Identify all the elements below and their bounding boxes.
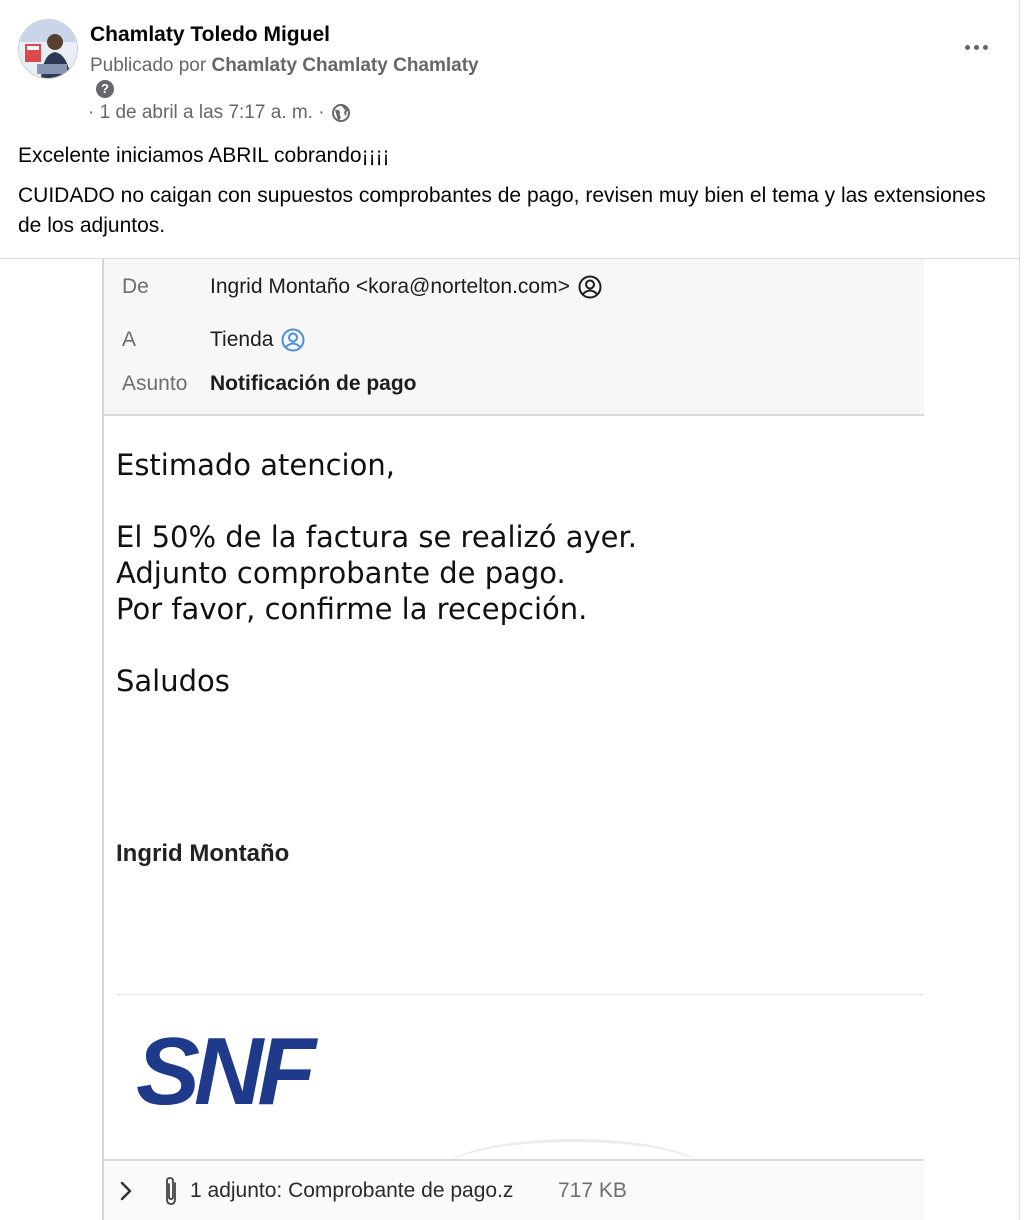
- globe-icon: [331, 103, 351, 123]
- post-caption-line1: Excelente iniciamos ABRIL cobrando¡¡¡¡: [18, 144, 390, 167]
- email-line1: El 50% de la factura se realizó ayer.: [116, 520, 637, 554]
- company-logo: SNF: [136, 1018, 310, 1125]
- from-value-text: Ingrid Montaño <kora@nortelton.com>: [210, 275, 570, 298]
- published-by: [90, 55, 479, 77]
- question-icon[interactable]: ?: [96, 80, 114, 98]
- contact-icon: [578, 275, 602, 299]
- post-timestamp[interactable]: · 1 de abril a las 7:17 a. m. ·: [88, 102, 325, 123]
- email-separator: [116, 994, 924, 995]
- email-signature: Ingrid Montaño: [116, 840, 290, 867]
- published-prefix: Publicado por: [90, 55, 207, 76]
- from-value: [210, 275, 602, 299]
- email-greeting: Estimado atencion,: [116, 448, 395, 482]
- email-closing: Saludos: [116, 664, 230, 698]
- email-line2: Adjunto comprobante de pago.: [116, 556, 566, 590]
- email-line3: Por favor, confirme la recepción.: [116, 592, 588, 626]
- subject-value: Notificación de pago: [210, 372, 417, 395]
- to-label: A: [122, 328, 137, 351]
- from-label: De: [122, 275, 149, 298]
- paperclip-icon: [160, 1175, 182, 1207]
- subject-label: Asunto: [122, 372, 188, 395]
- post-meta: [88, 102, 351, 124]
- attachment-size: 717 KB: [558, 1179, 627, 1202]
- post-caption-line2: CUIDADO no caigan con supuestos comprobantes de pago, revisen muy bien el tema y las extensiones de los adjuntos.: [18, 184, 986, 237]
- to-value-text: Tienda: [210, 328, 274, 351]
- avatar[interactable]: [18, 19, 78, 79]
- email-header: [104, 259, 924, 416]
- to-value: [210, 328, 305, 352]
- published-by-name[interactable]: Chamlaty Chamlaty Chamlaty: [211, 55, 479, 76]
- contact-icon: [281, 328, 305, 352]
- attachment-bar[interactable]: [104, 1159, 924, 1220]
- more-options-icon[interactable]: [960, 36, 992, 58]
- email-screenshot-image[interactable]: [102, 259, 924, 1220]
- chevron-right-icon[interactable]: [116, 1179, 136, 1203]
- post-author[interactable]: Chamlaty Toledo Miguel: [90, 23, 330, 46]
- attachment-name[interactable]: 1 adjunto: Comprobante de pago.z: [190, 1179, 514, 1202]
